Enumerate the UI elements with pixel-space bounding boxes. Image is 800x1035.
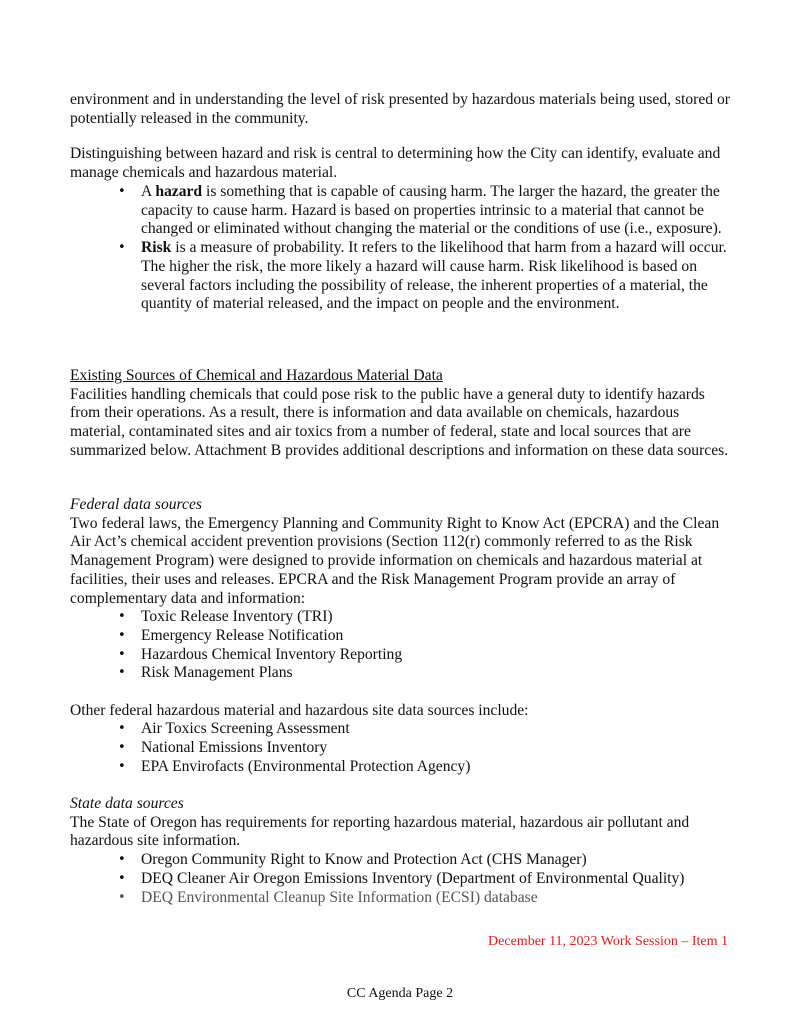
existing-sources-section: [70, 367, 735, 461]
hazard-term: hazard: [155, 183, 203, 200]
list-item: • National Emissions Inventory: [70, 739, 735, 758]
list-item: • Hazardous Chemical Inventory Reporting: [70, 646, 735, 665]
risk-term: Risk: [141, 239, 172, 257]
hazard-risk-paragraph: Distinguishing between hazard and risk is central to determining how the City can identify, evaluate and manage chemicals and hazardous material.: [70, 145, 721, 181]
state-text: The State of Oregon has requirements for reporting hazardous material, hazardous air pollutant and hazardous site information.: [70, 813, 690, 850]
other-federal-list: [70, 720, 735, 776]
state-heading: State data sources: [70, 795, 184, 812]
page-number: CC Agenda Page 2: [346, 986, 454, 1001]
risk-definition: is a measure of probability. It refers to the likelihood that harm from a hazard will occur. The higher the risk, the more likely a hazard will cause harm. Risk likelihood is based on several factors including the possibility of release, the inherent properties of a material, the quantity of material released, and the impact on people and the environment.: [141, 239, 727, 313]
list-item-hazard: [70, 183, 735, 239]
list-item: • Air Toxics Screening Assessment: [70, 720, 735, 739]
list-item: • Toxic Release Inventory (TRI): [70, 608, 735, 627]
list-item: • Emergency Release Notification: [70, 627, 735, 646]
existing-sources-heading: Existing Sources of Chemical and Hazardous Material Data: [70, 367, 443, 384]
work-session-label: December 11, 2023 Work Session – Item 1: [488, 934, 728, 949]
list-item-risk: [70, 239, 735, 314]
other-federal-text: Other federal hazardous material and hazardous site data sources include:: [70, 701, 529, 719]
list-item: • Oregon Community Right to Know and Protection Act (CHS Manager): [70, 851, 735, 870]
hazard-pre: A: [141, 183, 156, 200]
hazard-definition: is something that is capable of causing harm. The larger the hazard, the greater the capacity to cause harm. Hazard is based on properties intrinsic to a material that cannot be changed or eliminated without changing the material or the conditions of use (i.e., exposure).: [141, 183, 722, 238]
list-item: • Risk Management Plans: [70, 664, 735, 683]
federal-list: [70, 608, 735, 683]
list-item: • DEQ Environmental Cleanup Site Information (ECSI) database: [70, 889, 735, 908]
federal-heading: Federal data sources: [70, 496, 202, 513]
federal-text: Two federal laws, the Emergency Planning and Community Right to Know Act (EPCRA) and the Clean Air Act’s chemical accident prevention provisions (Section 112(r) commonly referred to as the Risk Management Program) were designed to provide information on chemicals and hazardous material at facilities, their uses and releases. EPCRA and the Risk Management Program provide an array of complementary data and information:: [70, 514, 720, 607]
hazard-risk-list: [70, 183, 735, 314]
list-item: • DEQ Cleaner Air Oregon Emissions Inventory (Department of Environmental Quality): [70, 870, 735, 889]
federal-section: [70, 496, 735, 777]
state-section: [70, 795, 735, 907]
existing-sources-text: Facilities handling chemicals that could pose risk to the public have a general duty to identify hazards from their operations. As a result, there is information and data available on chemicals, hazardous material, contaminated sites and air toxics from a number of federal, state and local sources that are summarized below. Attachment B provides additional descriptions and information on these data sources.: [70, 385, 729, 459]
intro-paragraph: environment and in understanding the level of risk presented by hazardous materials being used, stored or potentially released in the community.: [70, 91, 730, 127]
list-item: • EPA Envirofacts (Environmental Protection Agency): [70, 758, 735, 777]
state-list: [70, 851, 735, 907]
